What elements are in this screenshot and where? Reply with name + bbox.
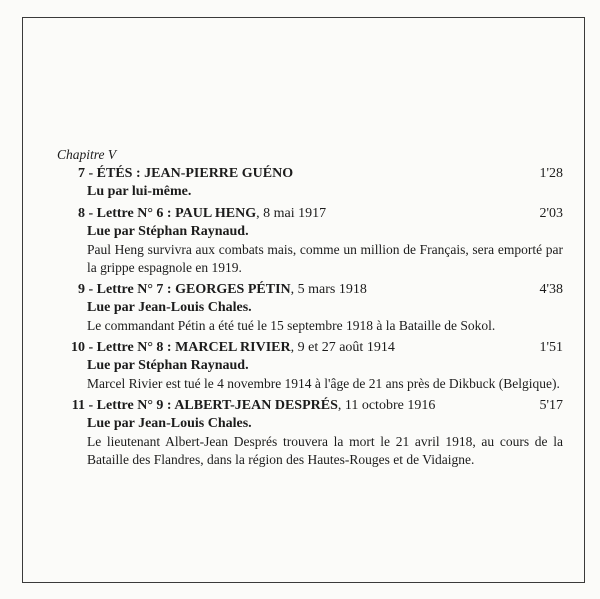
track-number: 11 xyxy=(71,398,85,413)
track-description: Paul Heng survivra aux combats mais, comme un million de Français, sera emporté par la grippe espagnole en 1919. xyxy=(87,242,563,275)
track-entry xyxy=(57,165,563,201)
track-date: , 11 octobre 1916 xyxy=(337,398,436,413)
track-title: ÉTÉS : JEAN-PIERRE GUÉNO xyxy=(96,166,294,181)
track-entry xyxy=(57,397,563,469)
track-date: , 5 mars 1918 xyxy=(290,282,367,297)
track-heading xyxy=(57,281,563,299)
track-prefix: - Lettre N° 9 : xyxy=(85,398,175,413)
track-number: 9 xyxy=(78,282,85,297)
track-prefix: - xyxy=(85,166,97,181)
track-prefix: - Lettre N° 8 : xyxy=(85,340,176,355)
track-duration: 5'17 xyxy=(539,398,563,413)
chapter-title: Chapitre V xyxy=(57,147,117,162)
track-date: , 8 mai 1917 xyxy=(256,206,327,221)
track-number: 8 xyxy=(78,206,85,221)
track-reader: Lue par Stéphan Raynaud. xyxy=(87,224,249,239)
track-prefix: - Lettre N° 7 : xyxy=(85,282,176,297)
track-reader: Lue par Stéphan Raynaud. xyxy=(87,358,249,373)
track-duration: 4'38 xyxy=(539,282,563,297)
track-number: 10 xyxy=(71,340,85,355)
track-title: MARCEL RIVIER xyxy=(175,340,291,355)
track-heading xyxy=(57,339,563,357)
track-duration: 2'03 xyxy=(539,206,563,221)
track-description: Marcel Rivier est tué le 4 novembre 1914 à l'âge de 21 ans près de Dikbuck (Belgique). xyxy=(87,376,560,391)
track-date: , 9 et 27 août 1914 xyxy=(290,340,395,355)
track-heading xyxy=(57,165,563,183)
track-reader: Lue par Jean-Louis Chales. xyxy=(87,416,252,431)
track-heading xyxy=(57,205,563,223)
track-duration: 1'28 xyxy=(539,166,563,181)
track-entry xyxy=(57,281,563,335)
track-reader: Lue par Jean-Louis Chales. xyxy=(87,300,252,315)
track-prefix: - Lettre N° 6 : xyxy=(85,206,176,221)
track-title: PAUL HENG xyxy=(175,206,257,221)
track-title: ALBERT-JEAN DESPRÉS xyxy=(174,398,338,413)
track-heading xyxy=(57,397,563,415)
track-duration: 1'51 xyxy=(539,340,563,355)
track-title: GEORGES PÉTIN xyxy=(175,282,291,297)
track-list xyxy=(57,146,563,473)
track-description: Le lieutenant Albert-Jean Després trouvera la mort le 21 avril 1918, au cours de la Bataille des Flandres, dans la région des Hautes-Rouges et de Vidaigne. xyxy=(87,434,563,467)
track-entry xyxy=(57,339,563,393)
track-reader: Lu par lui-même. xyxy=(87,184,192,199)
track-entry xyxy=(57,205,563,277)
track-number: 7 xyxy=(78,166,85,181)
track-description: Le commandant Pétin a été tué le 15 septembre 1918 à la Bataille de Sokol. xyxy=(87,318,496,333)
